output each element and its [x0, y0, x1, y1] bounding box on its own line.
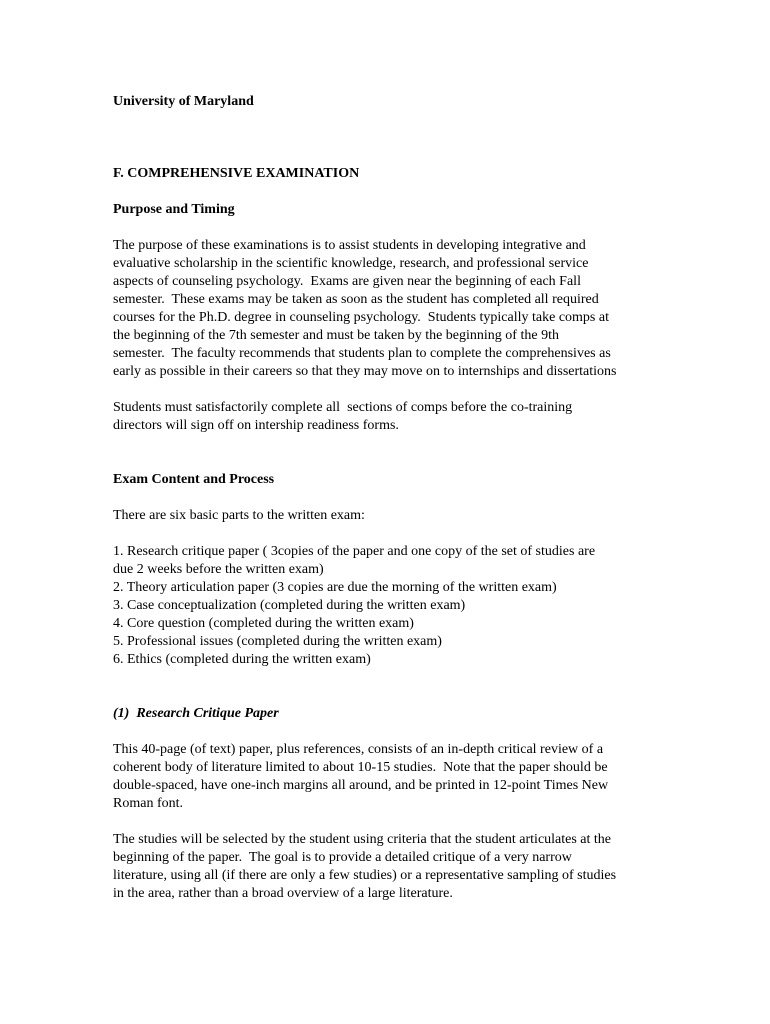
spacer	[113, 381, 658, 399]
list-item: due 2 weeks before the written exam)	[113, 562, 324, 577]
exam-content-heading: Exam Content and Process	[113, 472, 275, 487]
text-line: double-spaced, have one-inch margins all around, and be printed in 12-point Times New	[113, 778, 609, 793]
text-line: semester. The faculty recommends that students plan to complete the comprehensives as	[113, 346, 611, 361]
exam-content-intro: There are six basic parts to the written exam:	[113, 508, 365, 523]
text-line: aspects of counseling psychology. Exams are given near the beginning of each Fall	[113, 274, 581, 289]
spacer	[113, 435, 658, 471]
list-item: 5. Professional issues (completed during the written exam)	[113, 634, 442, 649]
list-item: 1. Research critique paper ( 3copies of the paper and one copy of the set of studies are	[113, 544, 596, 559]
exam-parts-list	[113, 543, 658, 669]
text-line: beginning of the paper. The goal is to provide a detailed critique of a very narrow	[113, 850, 572, 865]
text-line: coherent body of literature limited to about 10-15 studies. Note that the paper should be	[113, 760, 608, 775]
list-item: 6. Ethics (completed during the written exam)	[113, 652, 371, 667]
list-item: 2. Theory articulation paper (3 copies are due the morning of the written exam)	[113, 580, 557, 595]
spacer	[113, 669, 658, 705]
purpose-heading: Purpose and Timing	[113, 202, 235, 217]
text-line: the beginning of the 7th semester and must be taken by the beginning of the 9th	[113, 328, 559, 343]
university-heading: University of Maryland	[113, 94, 254, 109]
spacer	[113, 489, 658, 507]
text-line: literature, using all (if there are only a few studies) or a representative sampling of studies	[113, 868, 617, 883]
text-line: directors will sign off on intership readiness forms.	[113, 418, 399, 433]
research-critique-heading: (1) Research Critique Paper	[113, 706, 279, 721]
research-critique-paragraph-2	[113, 831, 658, 903]
text-line: The purpose of these examinations is to assist students in developing integrative and	[113, 238, 586, 253]
text-line: in the area, rather than a broad overview of a large literature.	[113, 886, 453, 901]
spacer	[113, 723, 658, 741]
text-line: semester. These exams may be taken as soon as the student has completed all required	[113, 292, 599, 307]
purpose-paragraph-1	[113, 237, 658, 381]
spacer	[113, 111, 658, 165]
research-critique-paragraph-1	[113, 741, 658, 813]
text-line: early as possible in their careers so that they may move on to internships and dissertations	[113, 364, 617, 379]
list-item: 3. Case conceptualization (completed during the written exam)	[113, 598, 466, 613]
list-item: 4. Core question (completed during the written exam)	[113, 616, 414, 631]
text-line: courses for the Ph.D. degree in counseling psychology. Students typically take comps at	[113, 310, 609, 325]
section-title: F. COMPREHENSIVE EXAMINATION	[113, 166, 360, 181]
spacer	[113, 813, 658, 831]
spacer	[113, 183, 658, 201]
spacer	[113, 219, 658, 237]
document-page	[113, 93, 658, 903]
spacer	[113, 525, 658, 543]
text-line: The studies will be selected by the student using criteria that the student articulates at the	[113, 832, 612, 847]
text-line: Roman font.	[113, 796, 183, 811]
purpose-paragraph-2	[113, 399, 658, 435]
text-line: Students must satisfactorily complete all sections of comps before the co-training	[113, 400, 573, 415]
text-line: This 40-page (of text) paper, plus references, consists of an in-depth critical review of a	[113, 742, 604, 757]
text-line: evaluative scholarship in the scientific knowledge, research, and professional service	[113, 256, 589, 271]
